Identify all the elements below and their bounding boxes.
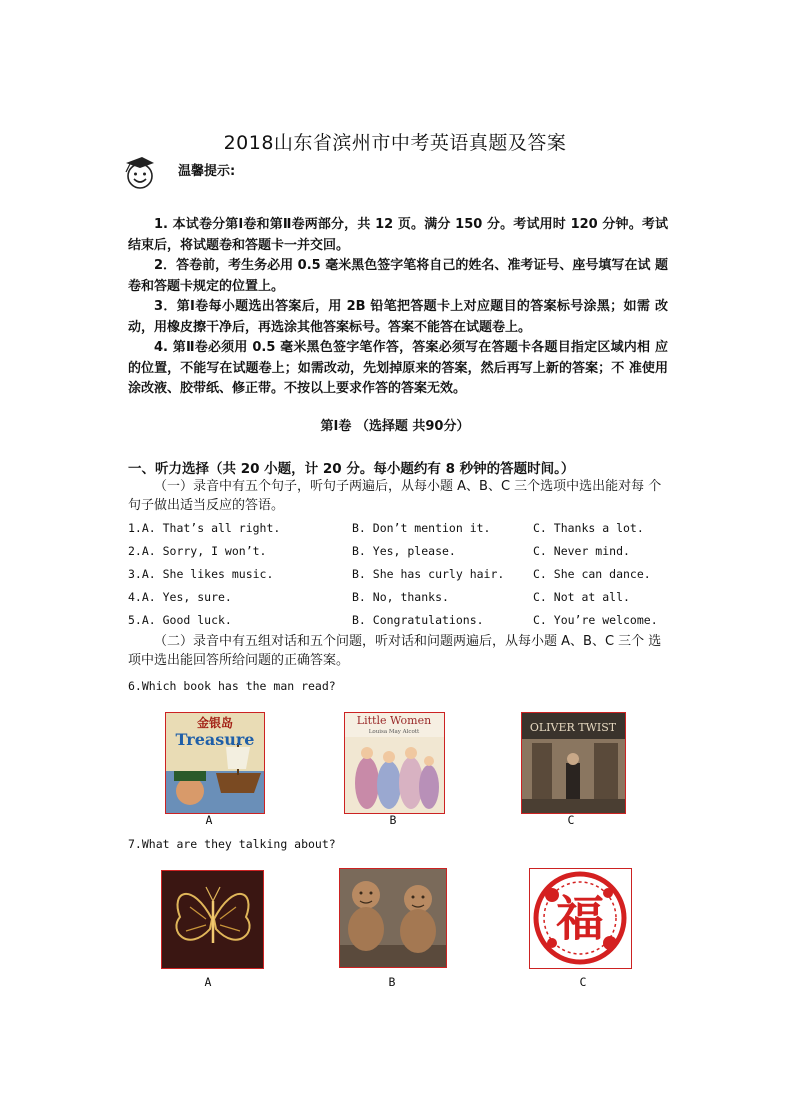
question-row xyxy=(128,544,668,567)
section-heading: 第Ⅰ卷 （选择题 共90分） xyxy=(320,419,470,434)
note-item: 1. 本试卷分第Ⅰ卷和第Ⅱ卷两部分，共 12 页。满分 150 分。考试用时 120 分钟。考试 结束后，将试题卷和答题卡一并交回。 xyxy=(128,217,668,253)
fu-character: 福 xyxy=(555,891,605,947)
option-c: C. Thanks a lot. xyxy=(533,521,644,535)
little-women-cover-image xyxy=(344,712,445,814)
treasure-island-cover-image xyxy=(165,712,265,814)
option-a: 5.A. Good luck. xyxy=(128,613,232,627)
option-label: C xyxy=(579,975,587,989)
note-item: 4. 第Ⅱ卷必须用 0.5 毫米黑色签字笔作答，答案必须写在答题卡各题目指定区域内相 应的位置，不能写在试题卷上；如需改动，先划掉原来的答案，然后再写上新的答案；不 准使用涂改液、胶带纸、修正带。不按以上要求作答的答案无效。 xyxy=(128,340,668,396)
note-item: 3．第Ⅰ卷每小题选出答案后，用 2B 铅笔把答题卡上对应题目的答案标号涂黑；如需 改动，用橡皮擦干净后，再选涂其他答案标号。答案不能答在试题卷上。 xyxy=(128,299,668,335)
question-list xyxy=(128,521,668,636)
option-c: C. She can dance. xyxy=(533,567,651,581)
instruction-block xyxy=(128,477,668,515)
option-c: C. Not at all. xyxy=(533,590,630,604)
question-7-stem: 7.What are they talking about? xyxy=(128,837,336,851)
tip-label: 温馨提示: xyxy=(178,164,236,179)
option-a: 2.A. Sorry, I won’t. xyxy=(128,544,267,558)
option-b: B. Congratulations. xyxy=(352,613,484,627)
instruction-block xyxy=(128,632,668,670)
option-c: C. Never mind. xyxy=(533,544,630,558)
question-row xyxy=(128,567,668,590)
option-label: B xyxy=(388,975,396,989)
instructions-notes xyxy=(128,215,668,400)
option-label: B xyxy=(389,813,397,827)
option-label: C xyxy=(567,813,575,827)
oliver-twist-cover-image xyxy=(521,712,626,814)
instruction-text: （一）录音中有五个句子，听句子两遍后，从每小题 A、B、C 三个选项中选出能对每 个句子做出适当反应的答语。 xyxy=(128,479,662,513)
option-a: 3.A. She likes music. xyxy=(128,567,274,581)
instruction-text: （二）录音中有五组对话和五个问题，听对话和问题两遍后，从每小题 A、B、C 三个 选项中选出能回答所给问题的正确答案。 xyxy=(128,634,662,668)
question-row xyxy=(128,590,668,613)
wheat-straw-butterfly-image xyxy=(161,870,264,969)
paper-cut-fu-image xyxy=(529,868,632,969)
cover-english-title: Treasure xyxy=(175,730,255,749)
cover-title: OLIVER TWIST xyxy=(529,721,617,734)
option-a: 1.A. That’s all right. xyxy=(128,521,281,535)
question-row xyxy=(128,521,668,544)
smiley-graduate-icon xyxy=(120,155,160,191)
cover-author: Louisa May Alcott xyxy=(368,729,420,735)
cover-chinese-title: 金银岛 xyxy=(196,716,234,730)
part-title: 一、听力选择（共 20 小题，计 20 分。每小题约有 8 秒钟的答题时间。） xyxy=(128,461,575,477)
option-label: A xyxy=(204,975,212,989)
option-b: B. Don’t mention it. xyxy=(352,521,491,535)
page-title: 2018山东省滨州市中考英语真题及答案 xyxy=(223,132,567,154)
option-label: A xyxy=(205,813,213,827)
cover-title: Little Women xyxy=(356,714,432,727)
note-item: 2．答卷前，考生务必用 0.5 毫米黑色签字笔将自己的姓名、准考证号、座号填写在试 题卷和答题卡规定的位置上。 xyxy=(128,258,668,294)
clay-figurines-image xyxy=(339,868,447,968)
option-b: B. She has curly hair. xyxy=(352,567,505,581)
question-6-stem: 6.Which book has the man read? xyxy=(128,679,336,693)
option-b: B. No, thanks. xyxy=(352,590,449,604)
option-b: B. Yes, please. xyxy=(352,544,456,558)
option-a: 4.A. Yes, sure. xyxy=(128,590,232,604)
option-c: C. You’re welcome. xyxy=(533,613,658,627)
